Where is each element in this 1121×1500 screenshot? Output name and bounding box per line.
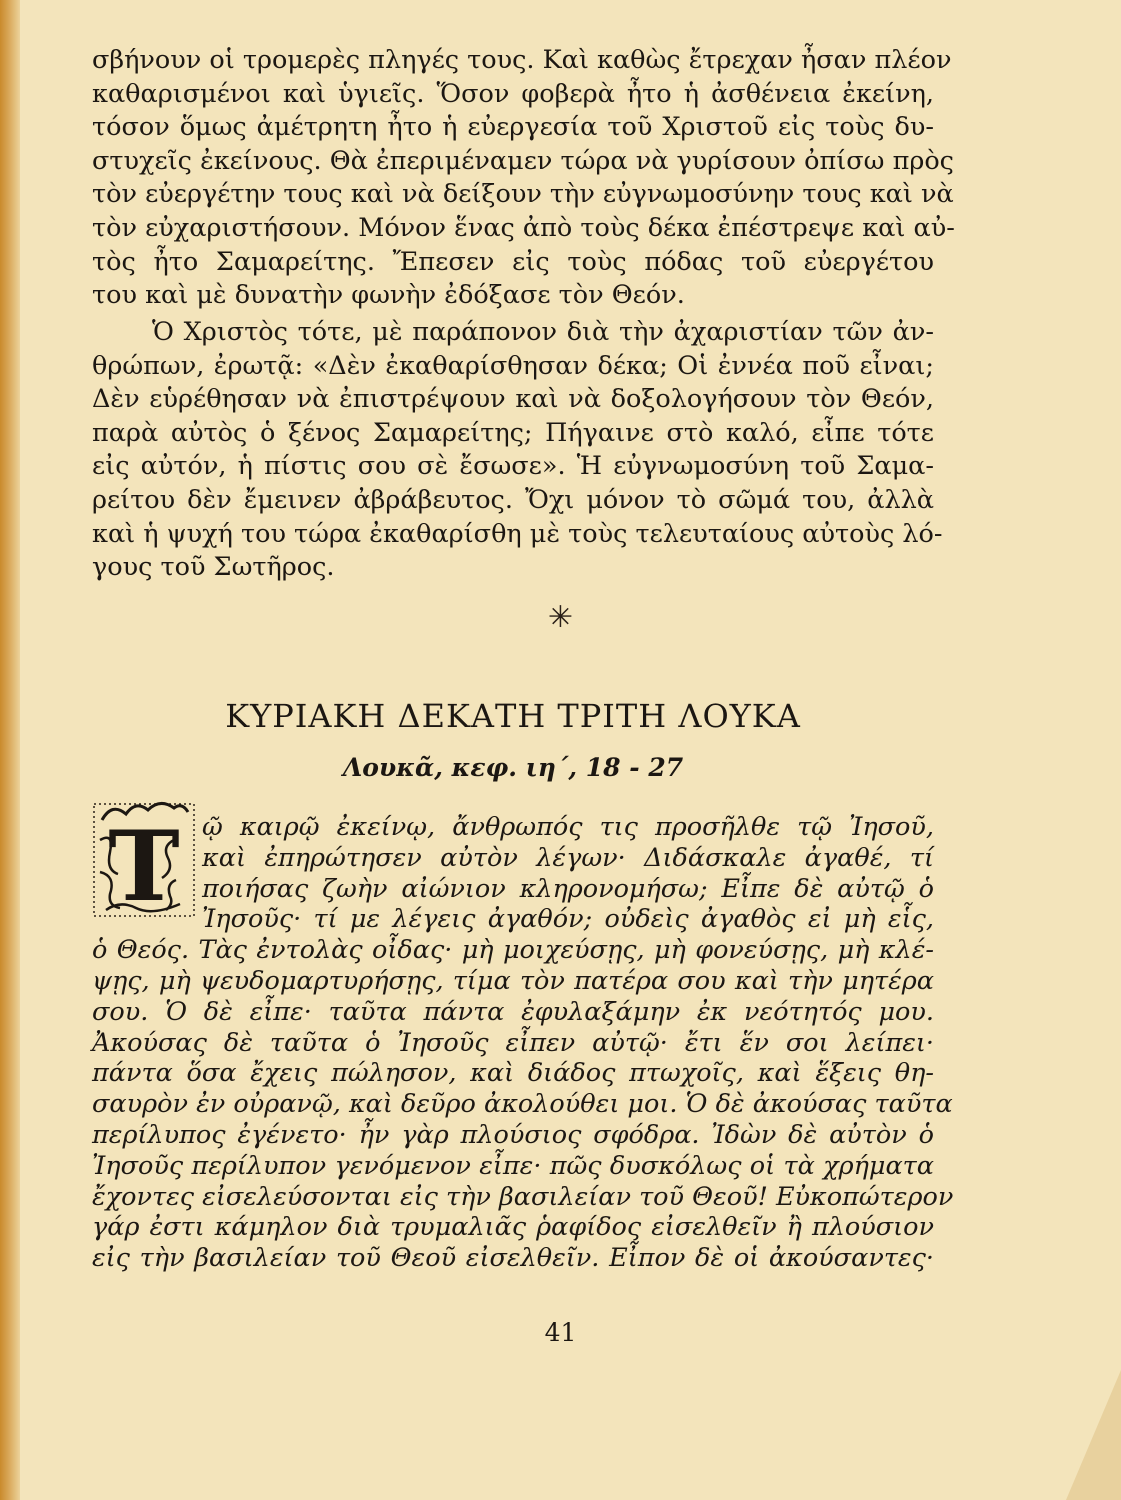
intro-paragraph-1 (92, 44, 955, 313)
section-separator: ✳ (547, 600, 574, 635)
gospel-line: σου. Ὁ δὲ εἶπε· ταῦτα πάντα ἐφυλαξάμην ἐκ νεότητός μου. (92, 996, 934, 1027)
text-line: σβήνουν οἱ τρομερὲς πληγές τους. Καὶ καθὼς ἔτρεχαν ἦσαν πλέον (92, 45, 952, 75)
gospel-line: ποιήσας ζωὴν αἰώνιον κληρονομήσω; Εἶπε δὲ αὐτῷ ὁ (202, 873, 934, 904)
section-title: ΚΥΡΙΑΚΗ ΔΕΚΑΤΗ ΤΡΙΤΗ ΛΟΥΚΑ (225, 697, 801, 735)
gospel-line: ψῃς, μὴ ψευδομαρτυρήσῃς, τίμα τὸν πατέρα σου καὶ τὴν μητέρα (92, 965, 934, 996)
gospel-line: πάντα ὅσα ἔχεις πώλησον, καὶ διάδος πτωχοῖς, καὶ ἕξεις θη- (92, 1058, 934, 1089)
page-corner (1066, 1370, 1121, 1500)
text-line: γους τοῦ Σωτῆρος. (92, 552, 335, 583)
text-line: ρείτου δὲν ἔμεινεν ἀβράβευτος. Ὄχι μόνον τὸ σῶμά του, ἀλλὰ (92, 484, 934, 515)
page-spine-edge (0, 0, 20, 1500)
text-line: τόσον ὅμως ἀμέτρητη ἦτο ἡ εὐεργεσία τοῦ Χριστοῦ εἰς τοὺς δυ- (92, 112, 934, 143)
page-number: 41 (544, 1318, 577, 1347)
text-line: καθαρισμένοι καὶ ὑγιεῖς. Ὅσον φοβερὰ ἦτο ἡ ἀσθένεια ἐκείνη, (92, 78, 934, 109)
gospel-line: ἔχοντες εἰσελεύσονται εἰς τὴν βασιλείαν τοῦ Θεοῦ! Εὐκοπώτερον (92, 1181, 954, 1212)
text-line: τὸν εὐχαριστήσουν. Μόνον ἕνας ἀπὸ τοὺς δέκα ἐπέστρεψε καὶ αὐ- (92, 212, 955, 243)
gospel-line: εἰς τὴν βασιλείαν τοῦ Θεοῦ εἰσελθεῖν. Εἶπον δὲ οἱ ἀκούσαντες· (92, 1243, 934, 1274)
gospel-line: Ἰησοῦς· τί με λέγεις ἀγαθόν; οὐδεὶς ἀγαθὸς εἰ μὴ εἷς, (202, 904, 934, 935)
text-line: θρώπων, ἐρωτᾷ: «Δὲν ἐκαθαρίσθησαν δέκα; Οἱ ἐννέα ποῦ εἶναι; (92, 350, 934, 381)
gospel-line: ῷ καιρῷ ἐκείνῳ, ἄνθρωπός τις προσῆλθε τῷ Ἰησοῦ, (202, 812, 934, 842)
text-line: καὶ ἡ ψυχή του τώρα ἐκαθαρίσθη μὲ τοὺς τελευταίους αὐτοὺς λό- (92, 518, 943, 549)
text-line: παρὰ αὐτὸς ὁ ξένος Σαμαρείτης; Πήγαινε στὸ καλό, εἶπε τότε (92, 417, 934, 448)
gospel-line: σαυρὸν ἐν οὐρανῷ, καὶ δεῦρο ἀκολούθει μοι. Ὁ δὲ ἀκούσας ταῦτα (92, 1089, 953, 1120)
text-line: στυχεῖς ἐκείνους. Θὰ ἐπεριμέναμεν τώρα νὰ γυρίσουν ὀπίσω πρὸς (92, 145, 954, 176)
gospel-line: καὶ ἐπηρώτησεν αὐτὸν λέγων· Διδάσκαλε ἀγαθέ, τί (202, 842, 934, 873)
text-line: τὸς ἦτο Σαμαρείτης. Ἔπεσεν εἰς τοὺς πόδας τοῦ εὐεργέτου (92, 246, 934, 277)
scripture-reference: Λουκᾶ, κεφ. ιη΄, 18 - 27 (342, 753, 684, 782)
gospel-line: Ἀκούσας δὲ ταῦτα ὁ Ἰησοῦς εἶπεν αὐτῷ· ἔτι ἕν σοι λείπει· (92, 1027, 934, 1058)
gospel-line: Ἰησοῦς περίλυπον γενόμενον εἶπε· πῶς δυσκόλως οἱ τὰ χρήματα (92, 1150, 934, 1181)
text-line: εἰς αὐτόν, ἡ πίστις σου σὲ ἔσωσε». Ἡ εὐγνωμοσύνη τοῦ Σαμα- (92, 451, 934, 482)
text-line: Δὲν εὑρέθησαν νὰ ἐπιστρέψουν καὶ νὰ δοξολογήσουν τὸν Θεόν, (92, 384, 934, 415)
text-line: τὸν εὐεργέτην τους καὶ νὰ δείξουν τὴν εὐγνωμοσύνην τους καὶ νὰ (92, 179, 954, 210)
intro-paragraph-2 (92, 316, 943, 585)
drop-cap-letter: Τ (108, 810, 180, 920)
gospel-reading (92, 812, 954, 1274)
gospel-line: ὁ Θεός. Τὰς ἐντολὰς οἶδας· μὴ μοιχεύσῃς, μὴ φονεύσῃς, μὴ κλέ- (92, 935, 934, 966)
text-line: του καὶ μὲ δυνατὴν φωνὴν ἐδόξασε τὸν Θεόν. (92, 280, 685, 311)
text-line: Ὁ Χριστὸς τότε, μὲ παράπονον διὰ τὴν ἀχαριστίαν τῶν ἀν- (152, 317, 934, 347)
gospel-line: γάρ ἐστι κάμηλον διὰ τρυμαλιᾶς ῥαφίδος εἰσελθεῖν ἢ πλούσιον (92, 1212, 934, 1243)
gospel-line: περίλυπος ἐγένετο· ἦν γὰρ πλούσιος σφόδρα. Ἰδὼν δὲ αὐτὸν ὁ (92, 1119, 934, 1150)
